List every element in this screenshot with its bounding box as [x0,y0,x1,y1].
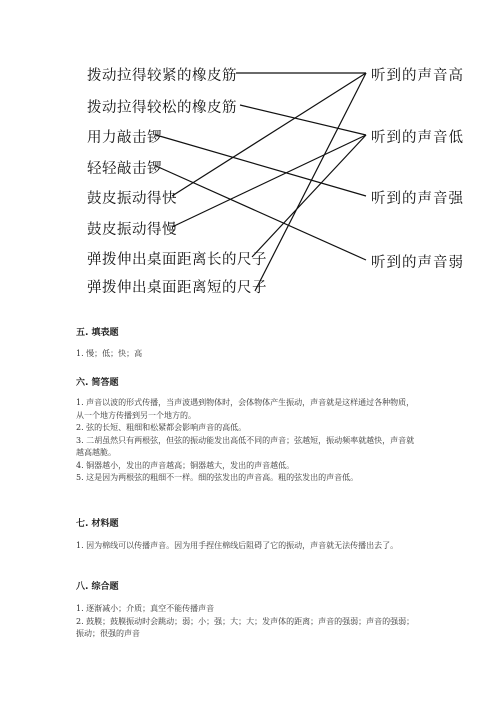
answer-line: 2. 鼓膜；鼓膜振动时会跳动；弱；小；强；大；大；发声体的距离；声音的强弱；声音的强弱；振动；很强的声音 [76,616,415,638]
match-line-6 [172,135,366,227]
section-title-short-answer: 六. 简答题 [76,378,119,388]
answer-line: 1. 声音以波的形式传播，当声波遇到物体时，会体物体产生振动，声音就是这样通过各种物质，从一个地方传播到另一个地方的。 [76,398,415,420]
section-body-comprehensive [76,603,421,641]
match-left-item-8: 弹拨伸出桌面距离短的尺子 [87,280,267,296]
match-left-item-4: 轻轻敲击锣 [87,161,162,177]
match-right-item-2: 听到的声音低 [371,130,464,146]
match-left-item-1: 拨动拉得较紧的橡皮筋 [87,68,237,84]
answer-line: 4. 铜器越小，发出的声音越高；铜器越大，发出的声音越低。 [76,460,295,470]
match-line-4 [156,166,366,260]
answer-line: 1. 逐渐减小；介质；真空不能传播声音 [76,604,215,613]
match-line-7 [252,135,366,257]
section-title-material: 七. 材料题 [76,519,119,529]
match-left-item-7: 弹拨伸出桌面距离长的尺子 [87,252,267,268]
match-left-item-5: 鼓皮振动得快 [87,191,177,207]
answer-line: 1. 慢；低；快；高 [76,349,143,358]
match-line-5 [172,73,366,196]
answer-line: 3. 二胡虽然只有两根弦，但弦的振动能发出高低不同的声音；弦越短，振动频率就越快，声音就越高越脆。 [76,435,415,457]
section-title-comprehensive: 八. 综合题 [76,582,119,592]
match-left-item-6: 鼓皮振动得慢 [87,222,177,238]
match-line-8 [255,73,366,291]
match-left-item-3: 用力敲击锣 [87,130,162,146]
section-body-short-answer [76,397,421,485]
section-body-fill-table [76,348,421,361]
answer-line: 1. 因为棉线可以传播声音。因为用手捏住棉线后阻碍了它的振动，声音就无法传播出去了。 [76,541,399,550]
answer-line: 2. 弦的长短、粗细和松紧都会影响声音的高低。 [76,423,247,432]
section-title-fill-table: 五. 填表题 [76,328,119,338]
section-body-material [76,540,421,553]
match-right-item-1: 听到的声音高 [371,68,464,84]
match-right-item-3: 听到的声音强 [371,191,464,207]
match-left-item-2: 拨动拉得较松的橡皮筋 [87,100,237,116]
answer-line: 5. 这是因为两根弦的粗细不一样。细的弦发出的声音高。粗的弦发出的声音低。 [76,473,359,482]
match-right-item-4: 听到的声音弱 [371,255,464,271]
